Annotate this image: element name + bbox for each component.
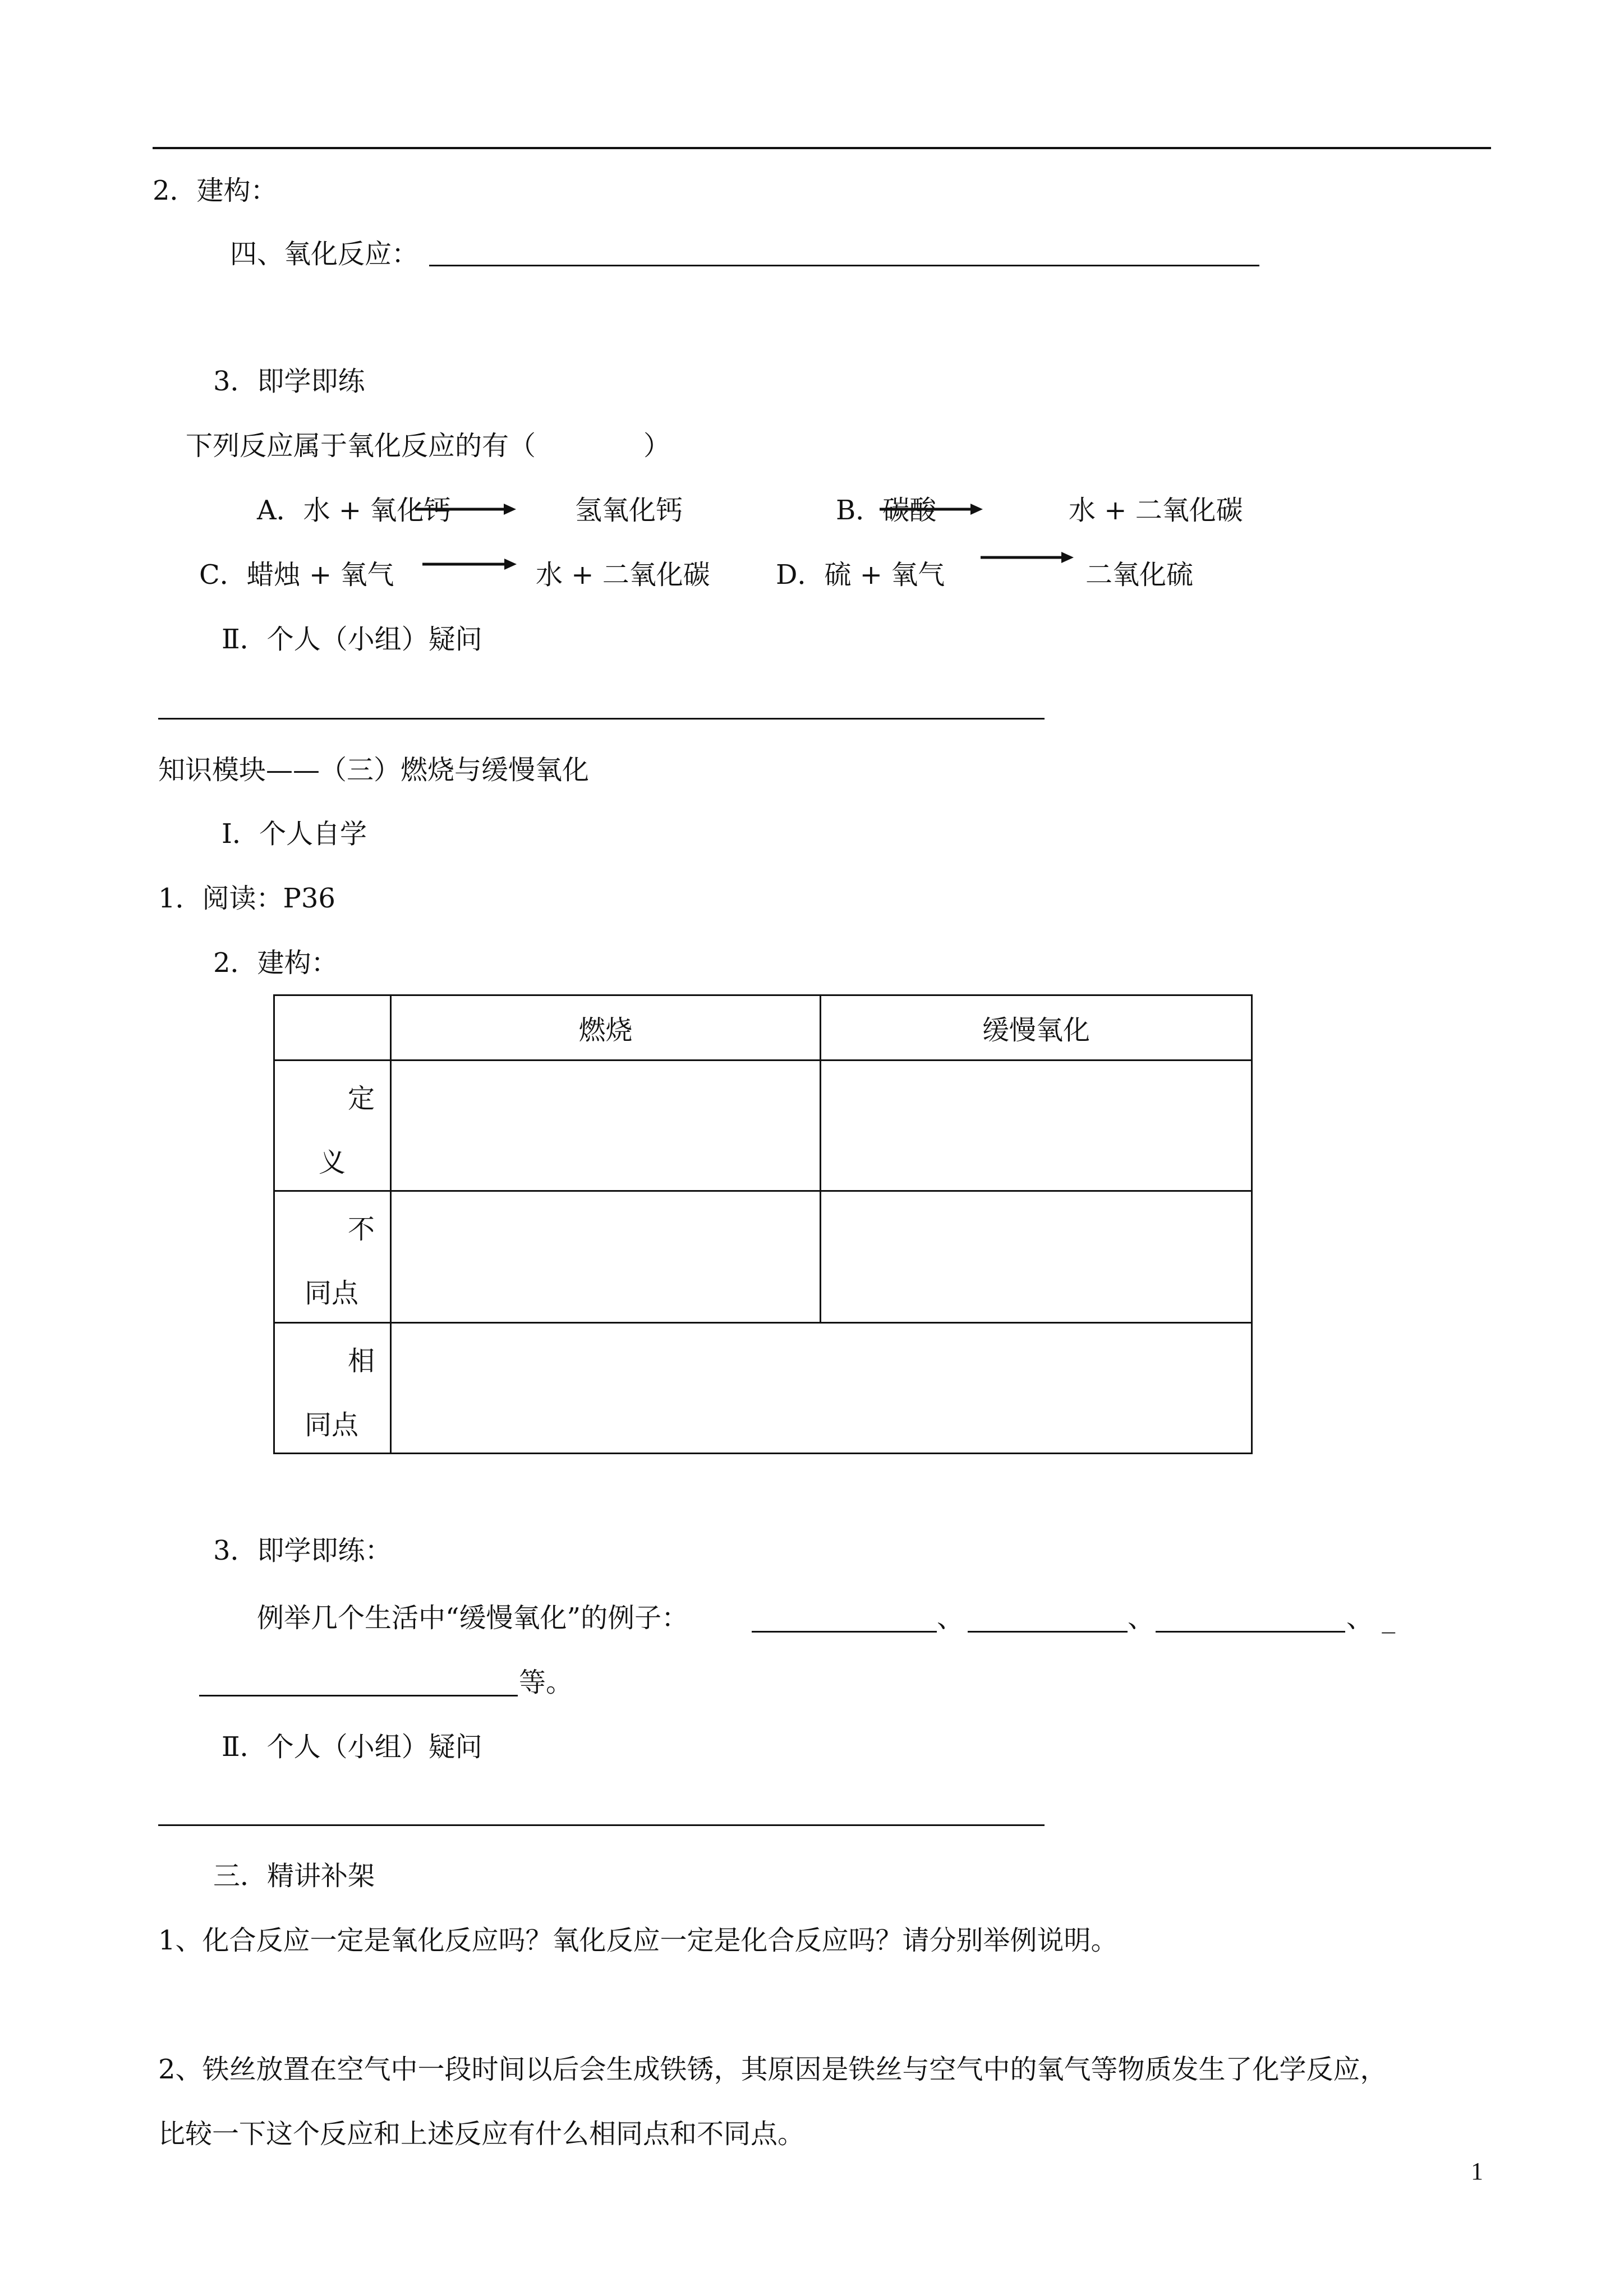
build-label-2: 2．建构：	[213, 947, 338, 979]
practice-label: 3．即学即练	[213, 366, 365, 397]
question-text: 下列反应属于氧化反应的有（ ）	[186, 430, 671, 462]
group-question-line-2[interactable]	[158, 1824, 1045, 1826]
option-d-left: D．硫 + 氧气	[776, 559, 945, 591]
row-header-similarities: 相 同点	[274, 1323, 391, 1454]
arrow-icon	[981, 551, 1074, 564]
group-question-label: Ⅱ．个人（小组）疑问	[222, 624, 482, 655]
arrow-icon	[880, 502, 983, 516]
example-blank-1[interactable]	[752, 1631, 937, 1633]
examples-prompt: 例举几个生活中“缓慢氧化”的例子：	[257, 1602, 689, 1634]
separator-last: 、 _	[1346, 1602, 1396, 1634]
separator: 、	[937, 1602, 964, 1634]
example-blank-4[interactable]	[199, 1695, 518, 1696]
row-header-definition: 定 义	[274, 1061, 391, 1191]
header-slow-oxidation: 缓慢氧化	[821, 995, 1252, 1061]
question-1: 1、化合反应一定是氧化反应吗？氧化反应一定是化合反应吗？请分别举例说明。	[158, 1925, 1118, 1956]
group-question-label-2: Ⅱ．个人（小组）疑问	[222, 1731, 482, 1763]
option-a-left: A．水 + 氧化钙	[257, 495, 451, 526]
etc-label: 等。	[519, 1667, 573, 1698]
arrow-icon	[422, 557, 517, 571]
module-title: 知识模块——（三）燃烧与缓慢氧化	[158, 754, 590, 786]
header-rule	[153, 147, 1491, 149]
differences-burning-cell[interactable]	[391, 1191, 821, 1323]
row-header-differences: 不 同点	[274, 1191, 391, 1323]
question-2-line-1: 2、铁丝放置在空气中一段时间以后会生成铁锈，其原因是铁丝与空气中的氧气等物质发生了化学反应，	[158, 2054, 1387, 2085]
header-burning: 燃烧	[391, 995, 821, 1061]
question-2-line-2: 比较一下这个反应和上述反应有什么相同点和不同点。	[158, 2118, 805, 2150]
example-blank-3[interactable]	[1156, 1631, 1345, 1633]
oxidation-label: 四、氧化反应：	[230, 238, 419, 270]
table-corner-cell	[274, 995, 391, 1061]
comparison-table	[273, 994, 1253, 1454]
group-question-line[interactable]	[158, 718, 1045, 720]
differences-slow-oxidation-cell[interactable]	[821, 1191, 1252, 1323]
oxidation-answer-line[interactable]	[429, 265, 1259, 266]
similarities-cell[interactable]	[391, 1323, 1252, 1454]
example-blank-2[interactable]	[968, 1631, 1128, 1633]
definition-slow-oxidation-cell[interactable]	[821, 1061, 1252, 1191]
arrow-icon	[415, 502, 516, 516]
self-study-label: Ⅰ．个人自学	[222, 818, 367, 850]
option-b-right: 水 + 二氧化碳	[1069, 495, 1243, 526]
option-b-left: B．碳酸	[836, 495, 937, 526]
reading-label: 1．阅读：P36	[158, 883, 335, 914]
definition-burning-cell[interactable]	[391, 1061, 821, 1191]
separator: 、	[1128, 1602, 1155, 1634]
section-heading: 三．精讲补架	[213, 1860, 375, 1892]
page-number: 1	[1471, 2157, 1483, 2185]
option-c-left: C．蜡烛 + 氧气	[199, 559, 394, 591]
option-a-right: 氢氧化钙	[575, 495, 683, 526]
option-c-right: 水 + 二氧化碳	[536, 559, 710, 591]
option-d-right: 二氧化硫	[1085, 559, 1194, 591]
practice-label-2: 3．即学即练：	[213, 1535, 392, 1566]
build-label: 2．建构：	[153, 175, 278, 206]
